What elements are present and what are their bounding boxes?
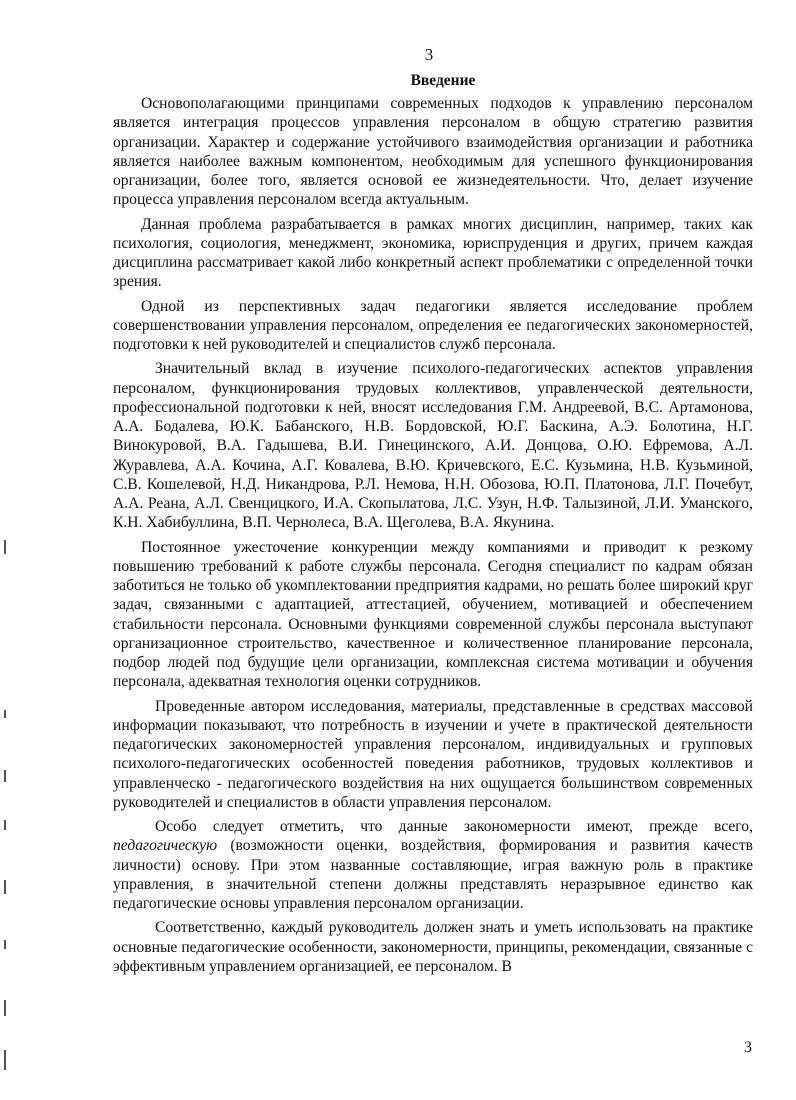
scan-mark: [4, 1050, 6, 1070]
paragraph-7: [113, 817, 753, 913]
scan-mark: [4, 770, 6, 782]
page-number-bottom: 3: [744, 1039, 752, 1056]
paragraph-7-end: (возможности оценки, воздействия, формирования и развития качеств личности) основу. При этом названные составляющие, играя важную роль в практике управления, в значительной степени должны представлять неразрывное единство как педагогические основы управления персоналом организации.: [113, 837, 753, 912]
paragraph-6: Проведенные автором исследования, материалы, представленные в средствах массовой информации показывают, что потребность в изучении и учете в практической деятельности педагогических закономерностей управления персоналом, индивидуальных и групповых психолого-педагогических особенностей поведения работников, трудовых коллективов и управленческо - педагогического воздействия на них ощущается большинством современных руководителей и специалистов в области управления персоналом.: [113, 697, 753, 811]
paragraph-7-italic: педагогическую: [113, 837, 218, 855]
scan-mark: [4, 1000, 6, 1016]
paragraph-2: Данная проблема разрабатывается в рамках многих дисциплин, например, таких как психология, социология, менеджмент, экономика, юриспруденция и других, причем каждая дисциплина рассматривает какой либо конкретный аспект проблематики с определенной точки зрения.: [113, 215, 753, 291]
paragraph-3: Одной из перспективных задач педагогики является исследование проблем совершенствовании управления персоналом, определения ее педагогических закономерностей, подготовки к ней руководителей и специалистов служб персонала.: [113, 297, 753, 353]
paragraph-8: Соответственно, каждый руководитель должен знать и уметь использовать на практике основные педагогические особенности, закономерности, принципы, рекомендации, связанные с эффективным управлением организацией, ее персоналом. В: [113, 919, 753, 975]
paragraph-4: Значительный вклад в изучение психолого-педагогических аспектов управления персоналом, функционирования трудовых коллективов, управленческой деятельности, профессиональной подготовки к ней, вносят исследования Г.М. Андреевой, В.С. Артамонова, А.А. Бодалева, Ю.К. Бабанского, Н.В. Бордовской, Ю.Г. Баскина, А.Э. Болотина, Н.Г. Винокуровой, В.А. Гадышева, В.И. Гинецинского, А.И. Донцова, О.Ю. Ефремова, А.Л. Журавлева, А.А. Кочина, А.Г. Ковалева, В.Ю. Кричевского, Е.С. Кузьмина, Н.В. Кузьминой, С.В. Кошелевой, Н.Д. Никандрова, Р.Л. Немова, Н.Н. Обозова, Ю.П. Платонова, Л.Г. Почебут, А.А. Реана, А.Л. Свенцицкого, И.А. Скопылатова, Л.С. Узун, Н.Ф. Талызиной, Л.И. Уманского, К.Н. Хабибуллина, В.П. Чернолеса, В.А. Щеголева, В.А. Якунина.: [113, 360, 753, 532]
scan-mark: [4, 940, 6, 949]
paragraph-1: Основополагающими принципами современных подходов к управлению персоналом является интеграция процессов управления персоналом в общую стратегию развития организации. Характер и содержание устойчивого взаимодействия организации и работника является наиболее важным компонентом, необходимым для успешного функционирования организации, более того, является основой ее жизнедеятельности. Что, делает изучение процесса управления персоналом всегда актуальным.: [113, 95, 753, 209]
scan-margin-marks: [4, 540, 10, 1100]
page-title: Введение: [410, 72, 476, 89]
page-number-top: 3: [424, 45, 434, 64]
body-text: [113, 94, 753, 981]
scan-mark: [4, 820, 6, 830]
paragraph-7-start: Особо следует отметить, что данные закономерности имеют, прежде всего,: [155, 818, 753, 835]
paragraph-5: Постоянное ужесточение конкуренции между компаниями и приводит к резкому повышению требований к работе службы персонала. Сегодня специалист по кадрам обязан заботиться не только об укомплектовании предприятия кадрами, но решать более широкий круг задач, связанными с адаптацией, аттестацией, обучением, мотивацией и обеспечением стабильности персонала. Основными функциями современной службы персонала выступают организационное строительство, качественное и количественное планирование персонала, подбор людей под будущие цели организации, комплексная система мотивации и обучения персонала, адекватная технология оценки сотрудников.: [113, 538, 753, 691]
scan-mark: [4, 710, 6, 718]
scan-mark: [4, 540, 6, 554]
scan-mark: [4, 880, 6, 894]
